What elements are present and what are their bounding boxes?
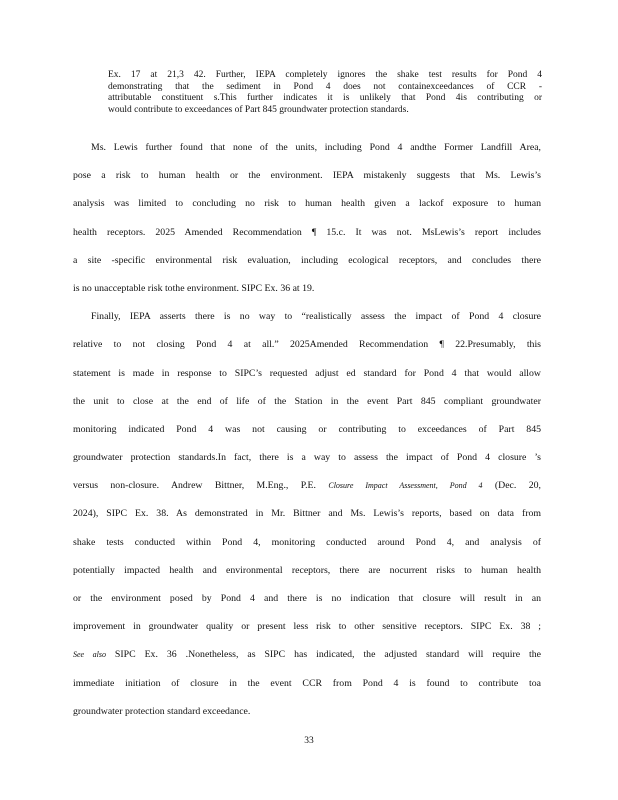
text-line: analysis was limited to concluding no risk to human health given a lackof exposure to human: [73, 198, 541, 210]
text-line: pose a risk to human health or the environment. IEPA mistakenly suggests that Ms. Lewis’s: [73, 170, 541, 182]
text-line: groundwater protection standards.In fact, there is a way to assess the impact of Pond 4 closure ’s: [73, 452, 541, 464]
paragraph-lewis-findings: [73, 134, 541, 303]
text-fragment: SIPC Ex. 36 .Nonetheless, as SIPC has indicated, the adjusted standard will require the: [114, 649, 542, 661]
text-line: [73, 472, 541, 500]
text-line: Ms. Lewis further found that none of the units, including Pond 4 andthe Former Landfill Area,: [91, 142, 541, 153]
report-title-italic: Closure Impact Assessment, Pond 4: [328, 481, 483, 491]
text-line: a site -specific environmental risk evaluation, including ecological receptors, and concludes there: [73, 254, 541, 266]
text-line: the unit to close at the end of life of the Station in the event Part 845 compliant groundwater: [73, 395, 541, 407]
text-line: immediate initiation of closure in the event CCR from Pond 4 is found to contribute toa: [73, 677, 541, 689]
text-fragment: (Dec. 20,: [494, 480, 541, 492]
text-line: or the environment posed by Pond 4 and there is no indication that closure will result in an: [73, 593, 541, 604]
text-line: [73, 641, 541, 669]
block-quote-line: demonstrating that the sediment in Pond 4 does not containexceedances of CCR -: [108, 81, 542, 92]
body-text: [73, 134, 541, 726]
page-number: 33: [304, 736, 314, 746]
text-line: potentially impacted health and environmental receptors, there are nocurrent risks to human health: [73, 564, 541, 576]
citation-signal-italic: See also: [73, 650, 106, 660]
text-line: Finally, IEPA asserts there is no way to “realistically assess the impact of Pond 4 closure: [91, 311, 541, 323]
block-quote-line: would contribute to exceedances of Part 845 groundwater protection standards.: [108, 104, 409, 115]
text-fragment: versus non-closure. Andrew Bittner, M.Eng., P.E.: [73, 480, 316, 492]
text-line: improvement in groundwater quality or present less risk to other sensitive receptors. SIPC Ex. 38 ;: [73, 621, 541, 633]
block-quote: [108, 70, 542, 116]
block-quote-line: Ex. 17 at 21,3 42. Further, IEPA completely ignores the shake test results for Pond 4: [108, 70, 542, 80]
paragraph-closure-impact: [73, 303, 541, 726]
text-line: statement is made in response to SIPC’s requested adjust ed standard for Pond 4 that would allow: [73, 367, 541, 379]
text-line: monitoring indicated Pond 4 was not causing or contributing to exceedances of Part 845: [73, 423, 541, 435]
text-line: relative to not closing Pond 4 at all.” 2025Amended Recommendation ¶ 22.Presumably, this: [73, 339, 541, 351]
block-quote-line: attributable constituent s.This further indicates it is unlikely that Pond 4is contributing or: [108, 93, 542, 104]
text-line: shake tests conducted within Pond 4, monitoring conducted around Pond 4, and analysis of: [73, 536, 541, 548]
text-line: 2024), SIPC Ex. 38. As demonstrated in Mr. Bittner and Ms. Lewis’s reports, based on data from: [73, 508, 541, 520]
text-line: groundwater protection standard exceedance.: [73, 705, 251, 717]
text-line: health receptors. 2025 Amended Recommendation ¶ 15.c. It was not. MsLewis’s report includes: [73, 226, 541, 238]
text-line: is no unacceptable risk tothe environment. SIPC Ex. 36 at 19.: [73, 282, 315, 294]
